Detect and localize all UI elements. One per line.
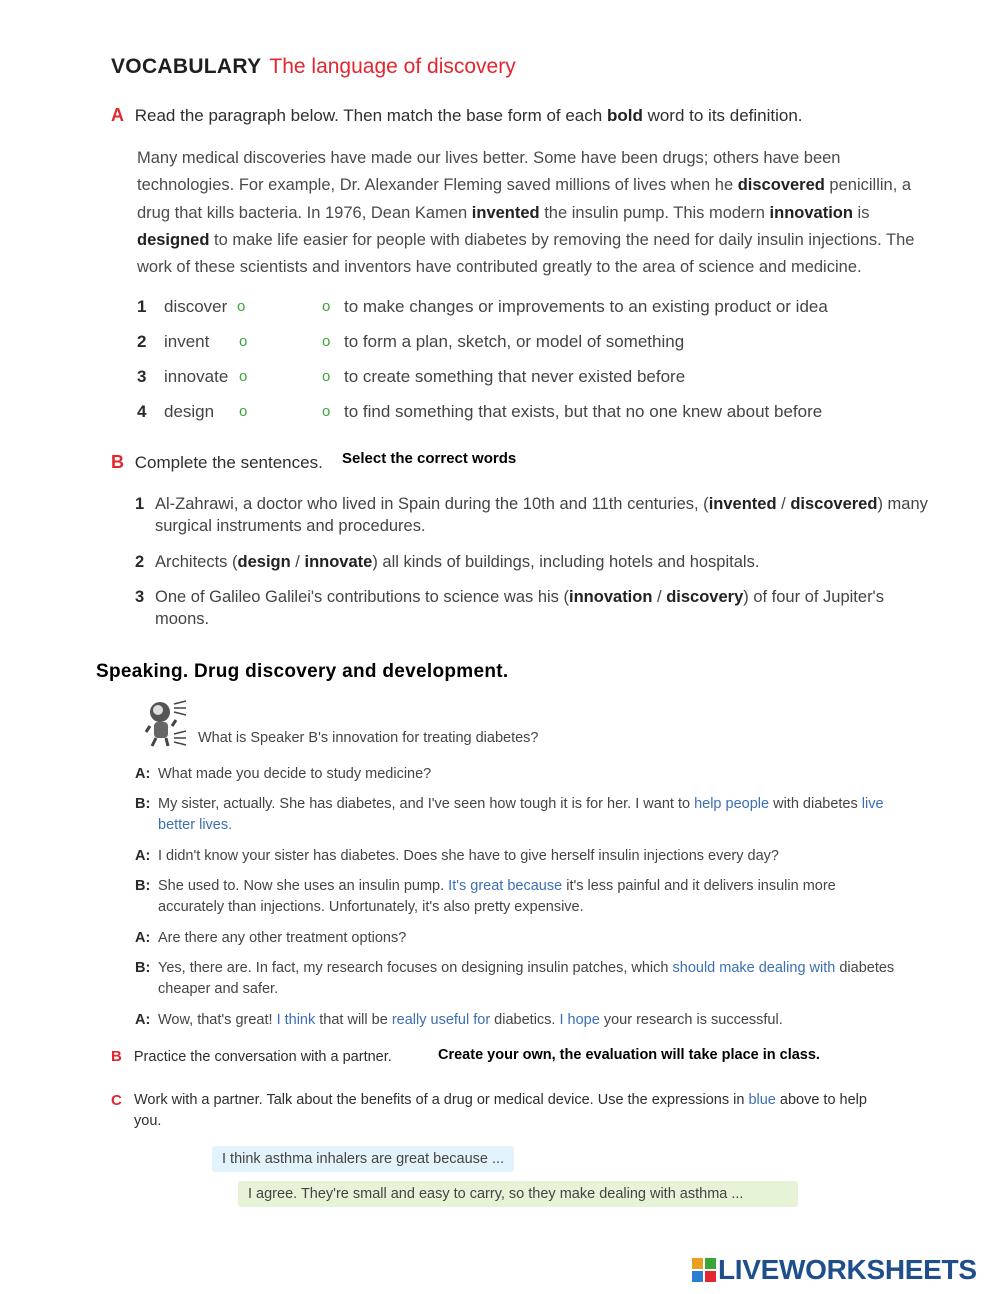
- useful-expression: really useful for: [391, 1012, 491, 1028]
- useful-expression: should make dealing with: [672, 960, 836, 976]
- speaker-label: B:: [135, 796, 151, 812]
- section-b-letter: B: [111, 452, 124, 472]
- option-innovate[interactable]: innovate: [304, 553, 373, 571]
- dialogue-text: with diabetes: [769, 796, 862, 812]
- match-definition: to create something that never existed before: [344, 367, 686, 386]
- practice-instruction: [111, 1048, 392, 1065]
- sentence-1: [135, 493, 955, 537]
- practice-letter: B: [111, 1048, 122, 1065]
- speaker-label: A:: [135, 848, 151, 864]
- dialogue-line: [135, 958, 895, 1000]
- vocabulary-title: The language of discovery: [269, 55, 516, 78]
- bold-vocabulary-word: designed: [137, 230, 210, 249]
- sentence-text: ) many surgical instruments and procedures.: [155, 495, 928, 535]
- example-bubble-1: I think asthma inhalers are great because ...: [212, 1146, 514, 1172]
- match-left-dot[interactable]: o: [239, 368, 248, 385]
- speaker-label: A:: [135, 766, 151, 782]
- match-definition: to form a plan, sketch, or model of something: [344, 332, 685, 351]
- bold-vocabulary-word: innovation: [769, 203, 853, 222]
- option-innovation[interactable]: innovation: [569, 588, 653, 606]
- option-design[interactable]: design: [237, 553, 291, 571]
- dialogue-text: that will be: [315, 1012, 392, 1028]
- sentence-3: [135, 586, 915, 630]
- dialogue-line: [135, 846, 895, 867]
- match-definition: to find something that exists, but that no one knew about before: [344, 402, 823, 421]
- useful-expression: help people: [694, 796, 770, 812]
- match-left-dot[interactable]: o: [239, 333, 248, 350]
- option-separator: /: [652, 588, 667, 606]
- match-number: 4: [137, 402, 147, 421]
- match-row: [137, 367, 857, 397]
- dialogue-line: [135, 876, 895, 918]
- liveworksheets-logo-icon: [692, 1258, 716, 1282]
- paragraph-text: the insulin pump. This modern: [539, 203, 770, 222]
- match-right-dot[interactable]: o: [322, 298, 331, 315]
- match-right-dot[interactable]: o: [322, 333, 331, 350]
- speaker-label: A:: [135, 1012, 151, 1028]
- match-word: discover: [164, 297, 228, 316]
- dialogue-line: [135, 794, 895, 836]
- work-instruction: [111, 1090, 871, 1132]
- dialogue-text: What made you decide to study medicine?: [158, 766, 432, 782]
- speaker-label: B:: [135, 878, 151, 894]
- sentence-text: Al-Zahrawi, a doctor who lived in Spain during the 10th and 11th centuries, (: [155, 495, 709, 513]
- bold-vocabulary-word: invented: [471, 203, 540, 222]
- listening-question: What is Speaker B's innovation for treating diabetes?: [198, 730, 539, 746]
- dialogue-text: diabetes cheaper and safer.: [158, 960, 895, 997]
- match-number: 3: [137, 367, 147, 386]
- matching-exercise: [137, 297, 857, 427]
- example-bubble-2: I agree. They're small and easy to carry, so they make dealing with asthma ...: [238, 1181, 798, 1207]
- dialogue-text: your research is successful.: [599, 1012, 783, 1028]
- paragraph-text: to make life easier for people with diabetes by removing the need for daily insulin injections. The work of these scientists and inventors have contributed greatly to the area of science and medicine.: [137, 230, 915, 277]
- dialogue-line: [135, 764, 895, 785]
- sentence-number: 1: [135, 495, 145, 513]
- sentence-text: ) of four of Jupiter's moons.: [155, 588, 884, 628]
- match-row: [137, 402, 857, 432]
- section-a-text-start: Read the paragraph below. Then match the base form of each: [134, 106, 607, 125]
- option-discovery[interactable]: discovery: [666, 588, 744, 606]
- useful-expression: I hope: [559, 1012, 600, 1028]
- match-number: 2: [137, 332, 147, 351]
- match-definition: to make changes or improvements to an existing product or idea: [344, 297, 828, 316]
- dialogue-line: [135, 1010, 895, 1031]
- match-left-dot[interactable]: o: [239, 403, 248, 420]
- option-separator: /: [290, 553, 305, 571]
- match-word: invent: [164, 332, 210, 351]
- sentence-text: Architects (: [155, 553, 238, 571]
- dialogue-text: it's less painful and it delivers insulin more accurately than injections. Unfortunately, it's also pretty expensive.: [158, 878, 836, 915]
- liveworksheets-logo: [692, 1254, 977, 1286]
- sentence-2: [135, 551, 955, 573]
- match-row: [137, 297, 857, 327]
- sentence-number: 3: [135, 588, 145, 606]
- dialogue-text: diabetics.: [490, 1012, 560, 1028]
- sentence-text: ) all kinds of buildings, including hotels and hospitals.: [372, 553, 760, 571]
- vocabulary-heading: [111, 55, 516, 79]
- section-b-instruction: [111, 452, 323, 473]
- dialogue-line: [135, 928, 895, 949]
- dialogue-text: Yes, there are. In fact, my research focuses on designing insulin patches, which: [158, 960, 673, 976]
- section-a-text-bold: bold: [606, 106, 643, 125]
- section-a-instruction: [111, 105, 803, 126]
- match-right-dot[interactable]: o: [322, 368, 331, 385]
- option-discovered[interactable]: discovered: [790, 495, 878, 513]
- practice-text: Practice the conversation with a partner.: [133, 1049, 392, 1065]
- match-row: [137, 332, 857, 362]
- match-word: design: [164, 402, 215, 421]
- useful-expression: live better lives.: [158, 796, 884, 833]
- vocabulary-keyword: VOCABULARY: [111, 55, 262, 78]
- dialogue-text: Are there any other treatment options?: [158, 930, 407, 946]
- sentence-text: One of Galileo Galilei's contributions to science was his (: [155, 588, 570, 606]
- paragraph-text: Many medical discoveries have made our lives better. Some have been drugs; others have been technologies. For example, Dr. Alexander Fleming saved millions of lives when he: [137, 149, 841, 195]
- match-word: innovate: [164, 367, 229, 386]
- useful-expression: It's great because: [448, 878, 563, 894]
- dialogue-text: My sister, actually. She has diabetes, and I've seen how tough it is for her. I want to: [158, 796, 695, 812]
- section-a-letter: A: [111, 105, 124, 125]
- logo-text: LIVEWORKSHEETS: [718, 1254, 977, 1285]
- section-a-text-end: word to its definition.: [642, 106, 803, 125]
- section-b-text: Complete the sentences.: [134, 453, 323, 472]
- work-text-end: above to help you.: [134, 1092, 867, 1129]
- speaker-label: B:: [135, 960, 151, 976]
- work-letter: C: [111, 1092, 122, 1109]
- work-text-start: Work with a partner. Talk about the benefits of a drug or medical device. Use the expressions in: [134, 1092, 749, 1108]
- dialogue-text: She used to. Now she uses an insulin pump.: [158, 878, 449, 894]
- dialogue-text: Wow, that's great!: [158, 1012, 277, 1028]
- bold-vocabulary-word: discovered: [737, 176, 825, 195]
- sentence-number: 2: [135, 553, 145, 571]
- paragraph-text: penicillin, a drug that kills bacteria. In 1976, Dean Kamen: [137, 176, 912, 222]
- section-b-note: Select the correct words: [342, 450, 517, 467]
- work-text-blue: blue: [748, 1092, 776, 1108]
- option-separator: /: [776, 495, 791, 513]
- match-right-dot[interactable]: o: [322, 403, 331, 420]
- paragraph-text: is: [852, 203, 870, 222]
- practice-note: Create your own, the evaluation will take place in class.: [438, 1047, 820, 1063]
- match-number: 1: [137, 297, 147, 316]
- useful-expression: I think: [276, 1012, 316, 1028]
- speaking-heading: Speaking. Drug discovery and development.: [96, 661, 509, 682]
- reading-paragraph: [137, 145, 937, 281]
- audio-speaker-icon[interactable]: [144, 698, 192, 748]
- option-invented[interactable]: invented: [708, 495, 777, 513]
- match-left-dot[interactable]: o: [237, 298, 246, 315]
- dialogue-text: I didn't know your sister has diabetes. Does she have to give herself insulin injections every day?: [158, 848, 779, 864]
- speaker-label: A:: [135, 930, 151, 946]
